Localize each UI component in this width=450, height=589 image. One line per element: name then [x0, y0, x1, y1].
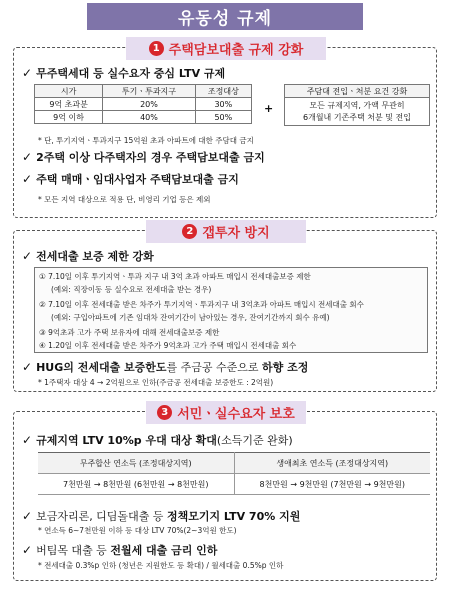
check-icon: ✓ — [22, 66, 33, 80]
number-badge: 2 — [182, 224, 197, 239]
section-gap-investment — [13, 226, 437, 392]
section-protection — [13, 407, 437, 581]
list-item: (예외: 직장이동 등 실수요로 전세대출 받는 경우) — [51, 285, 212, 294]
check-icon: ✓ — [22, 172, 33, 186]
check-icon: ✓ — [22, 509, 33, 523]
restriction-list — [34, 267, 428, 353]
plus-sign: + — [264, 102, 274, 115]
number-badge: 1 — [149, 41, 164, 56]
check-icon: ✓ — [22, 433, 33, 447]
table-cell: 8천만원 → 9천만원 (7천만원 → 9천만원) — [234, 474, 430, 495]
requirement-table — [284, 84, 430, 126]
section-header — [126, 37, 326, 60]
section-mortgage-regulation — [13, 43, 437, 218]
list-item: (예외: 구입아파트에 기존 임대차 잔여기간이 남아있는 경우, 잔여기간까지 회수 유예) — [51, 313, 330, 322]
table-header: 주담대 전입ㆍ처분 요건 강화 — [285, 85, 430, 98]
table-cell: 모든 규제지역, 가액 무관히 6개월내 기존주택 처분 및 전입 — [285, 98, 430, 126]
list-item: ④ 1.20일 이후 전세대출 받은 차주가 9억초과 고가 주택 매입시 전세대출 회수 — [39, 341, 297, 350]
table-cell: 20% — [103, 98, 196, 111]
bullet-ltv-preference: ✓ 규제지역 LTV 10%p 우대 대상 확대(소득기준 완화) — [22, 433, 293, 447]
page-title: 유동성 규제 — [87, 3, 363, 30]
table-cell: 30% — [195, 98, 251, 111]
table-cell: 9억 이하 — [35, 111, 103, 124]
section-title: 서민ㆍ실수요자 보호 — [177, 407, 295, 422]
table-cell: 7천만원 → 8천만원 (6천만원 → 8천만원) — [38, 474, 234, 495]
ltv-table — [34, 84, 252, 124]
table-header: 시가 — [35, 85, 103, 98]
check-icon: ✓ — [22, 360, 33, 374]
check-icon: ✓ — [22, 150, 33, 164]
section-title: 주택담보대출 규제 강화 — [168, 43, 304, 58]
number-badge: 3 — [157, 405, 172, 420]
section-header — [146, 220, 306, 243]
table-cell: 40% — [103, 111, 196, 124]
bullet-policy-mortgage: ✓ 보금자리론, 디딤돌대출 등 정책모기지 LTV 70% 지원 — [22, 509, 301, 523]
section-title: 갭투자 방지 — [202, 226, 270, 241]
footnote: * 단, 투기지역ㆍ투과지구 15억원 초과 아파트에 대한 주담대 금지 — [38, 136, 254, 145]
check-icon: ✓ — [22, 249, 33, 263]
footnote: * 1주택자 대상 4 → 2억원으로 인하(주금공 전세대출 보증한도 : 2억원) — [38, 378, 274, 387]
footnote: * 전세대출 0.3%p 인하 (청년은 지원한도 등 확대) / 월세대출 0.5%p 인하 — [38, 561, 284, 570]
bullet-business: ✓ 주택 매매ㆍ임대사업자 주택담보대출 금지 — [22, 172, 239, 186]
income-table — [38, 452, 430, 495]
table-header: 무주합산 연소득 (조정대상지역) — [38, 453, 234, 474]
footnote: * 연소득 6~7천만원 이하 등 대상 LTV 70%(2~3억원 한도) — [38, 526, 237, 535]
check-icon: ✓ — [22, 543, 33, 557]
section-header — [146, 401, 306, 424]
table-header: 생애최초 연소득 (조정대상지역) — [234, 453, 430, 474]
bullet-hug-limit: ✓ HUG의 전세대출 보증한도를 주금공 수준으로 하향 조정 — [22, 360, 309, 374]
table-cell: 9억 초과분 — [35, 98, 103, 111]
bullet-jeonse-guarantee: ✓ 전세대출 보증 제한 강화 — [22, 249, 154, 263]
list-item: ② 7.10일 이후 전세대출 받은 차주가 투기지역ㆍ투과지구 내 3억초과 아파트 매입시 전세대출 회수 — [39, 300, 364, 309]
table-cell: 50% — [195, 111, 251, 124]
footnote: * 모든 지역 대상으로 적용 단, 비영리 기업 등은 제외 — [38, 195, 211, 204]
list-item: ① 7.10일 이후 투기지역ㆍ투과 지구 내 3억 초과 아파트 매입시 전세대출보증 제한 — [39, 272, 311, 281]
table-header: 조정대상 — [195, 85, 251, 98]
list-item: ③ 9억초과 고가 주택 보유자에 대해 전세대출보증 제한 — [39, 328, 220, 337]
table-header: 투기ㆍ투과지구 — [103, 85, 196, 98]
bullet-multi-home: ✓ 2주택 이상 다주택자의 경우 주택담보대출 금지 — [22, 150, 265, 164]
bullet-ltv: ✓ 무주택세대 등 실수요자 중심 LTV 규제 — [22, 66, 226, 80]
bullet-rent-loan-rate: ✓ 버팀목 대출 등 전월세 대출 금리 인하 — [22, 543, 218, 557]
